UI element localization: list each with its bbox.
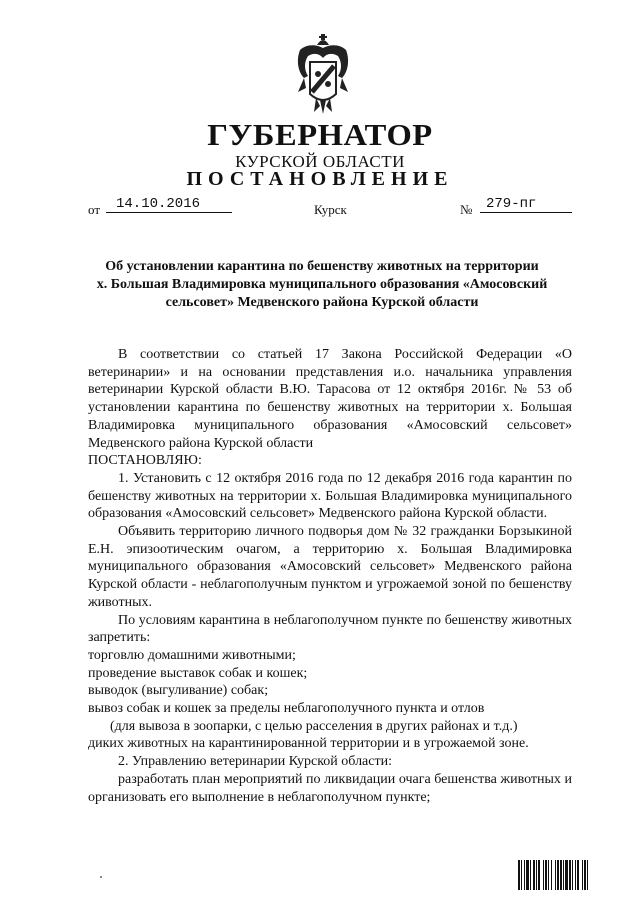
document-subject bbox=[80, 258, 564, 312]
barcode-icon bbox=[518, 860, 614, 890]
document-region: КУРСКОЙ ОБЛАСТИ bbox=[235, 152, 405, 171]
barcode-bar bbox=[543, 860, 544, 890]
subject-line: Об установлении карантина по бешенству животных на территории bbox=[105, 259, 539, 274]
barcode-bar bbox=[530, 860, 531, 890]
date-prefix: от bbox=[88, 202, 101, 217]
barcode-bar bbox=[538, 860, 540, 890]
barcode-bar bbox=[533, 860, 535, 890]
subject-line: сельсовет» Медвенского района Курской области bbox=[165, 295, 479, 310]
body-decree-word: ПОСТАНОВЛЯЮ: bbox=[88, 453, 202, 469]
subject-line: х. Большая Владимировка муниципального образования «Амосовский bbox=[96, 277, 548, 292]
date-number-row bbox=[88, 196, 572, 220]
barcode-bar bbox=[572, 860, 573, 890]
scan-speck bbox=[100, 876, 102, 878]
document-city: Курск bbox=[314, 202, 347, 217]
document-type: ПОСТАНОВЛЕНИЕ bbox=[186, 168, 454, 190]
body-paragraph: Объявить территорию личного подворья дом № 32 гражданки Борзыкиной Е.Н. эпизоотическим очагом, а территорию х. Большая Владимировка муниципального образования «Амосовский сельсовет» Медвенского района Курской области - неблагополучным пунктом и угрожаемой зоной по бешенству животных. bbox=[88, 524, 572, 610]
body-list-item: (для вывоза в зоопарки, с целью расселения в других районах и т.д.) bbox=[110, 718, 518, 734]
barcode-bar bbox=[526, 860, 529, 890]
body-list-item: проведение выставок собак и кошек; bbox=[88, 665, 308, 681]
coat-of-arms-icon bbox=[292, 32, 354, 116]
barcode-bar bbox=[524, 860, 525, 890]
barcode-bar bbox=[577, 860, 579, 890]
document-number: 279-пг bbox=[480, 196, 572, 213]
barcode-bar bbox=[521, 860, 522, 890]
body-list-item: выводок (выгуливание) собак; bbox=[88, 683, 269, 699]
body-paragraph: 1. Установить с 12 октября 2016 года по 12 декабря 2016 года карантин по бешенству животных на территории х. Большая Владимировка муниципального образования «Амосовский сельсовет» Медвенского района Курской области. bbox=[88, 470, 572, 522]
barcode-bar bbox=[584, 860, 586, 890]
barcode-bar bbox=[545, 860, 547, 890]
barcode-bar bbox=[565, 860, 568, 890]
body-paragraph: разработать план мероприятий по ликвидации очага бешенства животных и организовать его выполнение в неблагополучном пункте; bbox=[88, 771, 572, 805]
barcode-bar bbox=[551, 860, 552, 890]
barcode-bar bbox=[587, 860, 588, 890]
body-list-item: вывоз собак и кошек за пределы неблагополучного пункта и отлов bbox=[88, 701, 485, 717]
document-date: 14.10.2016 bbox=[106, 196, 232, 213]
body-paragraph: По условиям карантина в неблагополучном пункте по бешенству животных запретить: bbox=[88, 612, 572, 646]
barcode-bar bbox=[536, 860, 537, 890]
barcode-bar bbox=[548, 860, 549, 890]
number-prefix: № bbox=[460, 202, 473, 217]
barcode-bar bbox=[555, 860, 556, 890]
document-authority-title: ГУБЕРНАТОР bbox=[207, 117, 433, 152]
barcode-bar bbox=[575, 860, 576, 890]
barcode-bar bbox=[582, 860, 583, 890]
body-list-item: диких животных на карантинированной территории и в угрожаемой зоне. bbox=[88, 736, 529, 752]
barcode-bar bbox=[563, 860, 564, 890]
body-paragraph: 2. Управлению ветеринарии Курской области: bbox=[118, 754, 392, 770]
body-paragraph: В соответствии со статьей 17 Закона Российской Федерации «О ветеринарии» и на основании представления и.о. начальника управления ветеринарии Курской области В.Ю. Тарасова от 12 октября 2016г. № 53 об установлении карантина по бешенству животных на территории х. Большая Владимировка муниципального образования «Амосовский сельсовет» Медвенского района Курской области bbox=[88, 347, 572, 451]
barcode-bar bbox=[557, 860, 559, 890]
barcode-bar bbox=[569, 860, 571, 890]
barcode-bar bbox=[518, 860, 520, 890]
document-body bbox=[88, 346, 572, 806]
barcode-bar bbox=[560, 860, 562, 890]
body-list-item: торговлю домашними животными; bbox=[88, 647, 296, 663]
